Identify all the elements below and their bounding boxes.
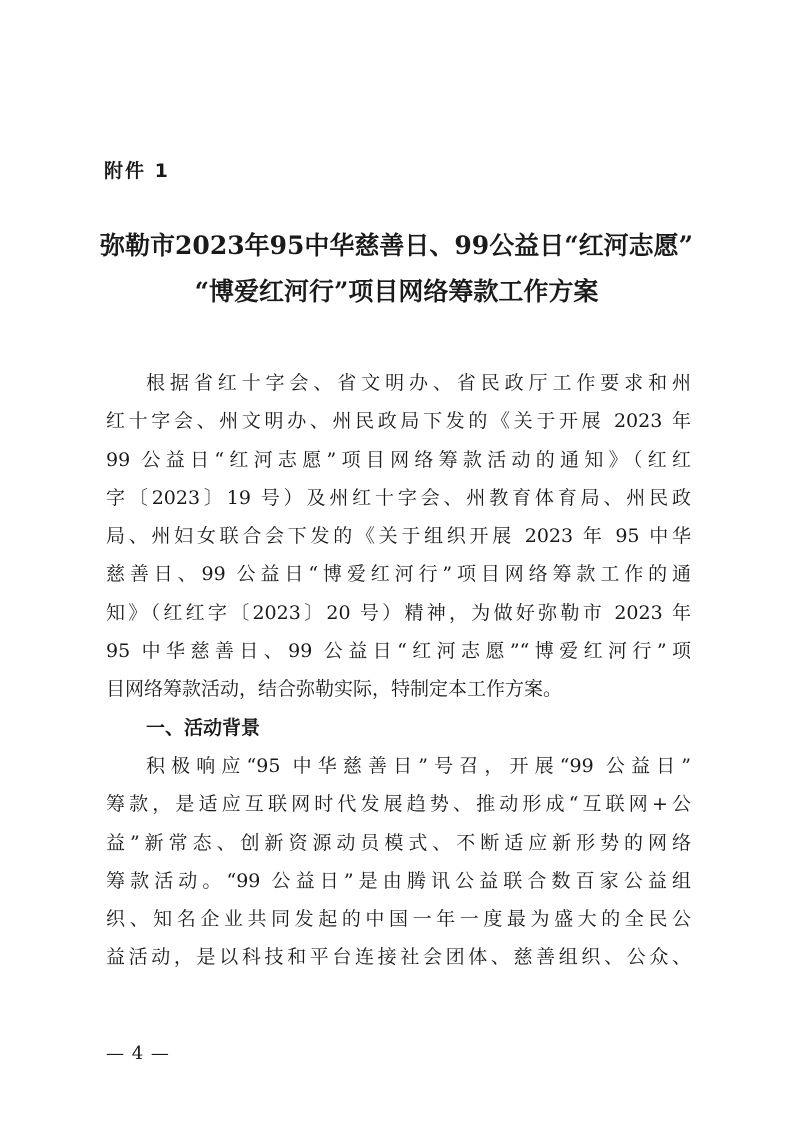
paragraph-line: 慈善日、99 公益日“博爱红河行”项目网络筹款工作的通 bbox=[106, 563, 691, 586]
paragraph-line: 95 中华慈善日、99 公益日“红河志愿”“博爱红河行”项 bbox=[106, 640, 691, 663]
paragraph-line: 知》（红红字〔2023〕20 号）精神，为做好弥勒市 2023 年 bbox=[106, 601, 691, 624]
paragraph-line: 目网络筹款活动，结合弥勒实际，特制定本工作方案。 bbox=[106, 678, 563, 701]
paragraph-line: 益活动，是以科技和平台连接社会团体、慈善组织、公众、 bbox=[106, 946, 691, 969]
document-title-line-2: “博爱红河行”项目网络筹款工作方案 bbox=[194, 277, 599, 306]
document-body bbox=[106, 364, 691, 977]
section-heading-background: 一、活动背景 bbox=[146, 716, 261, 739]
paragraph-line: 积极响应“95 中华慈善日”号召，开展“99 公益日” bbox=[146, 754, 691, 777]
paragraph-line: 筹款活动。“99 公益日”是由腾讯公益联合数百家公益组 bbox=[106, 869, 691, 892]
paragraph-line: 字〔2023〕19 号）及州红十字会、州教育体育局、州民政 bbox=[106, 486, 691, 509]
paragraph-line: 红十字会、州文明办、州民政局下发的《关于开展 2023 年 bbox=[106, 410, 691, 433]
document-title-line-1: 弥勒市2023年95中华慈善日、99公益日“红河志愿” bbox=[100, 231, 693, 260]
paragraph-line: 筹款，是适应互联网时代发展趋势、推动形成“互联网+公 bbox=[106, 793, 691, 816]
paragraph-line: 益”新常态、创新资源动员模式、不断适应新形势的网络 bbox=[106, 831, 691, 854]
paragraph-line: 根据省红十字会、省文明办、省民政厅工作要求和州 bbox=[146, 372, 691, 394]
paragraph-line: 局、州妇女联合会下发的《关于组织开展 2023 年 95 中华 bbox=[106, 525, 691, 548]
page-number: — 4 — bbox=[106, 1043, 170, 1064]
attachment-label: 附件 1 bbox=[104, 160, 170, 182]
paragraph-line: 99 公益日“红河志愿”项目网络筹款活动的通知》（红红 bbox=[106, 448, 691, 471]
paragraph-line: 织、知名企业共同发起的中国一年一度最为盛大的全民公 bbox=[106, 908, 691, 931]
